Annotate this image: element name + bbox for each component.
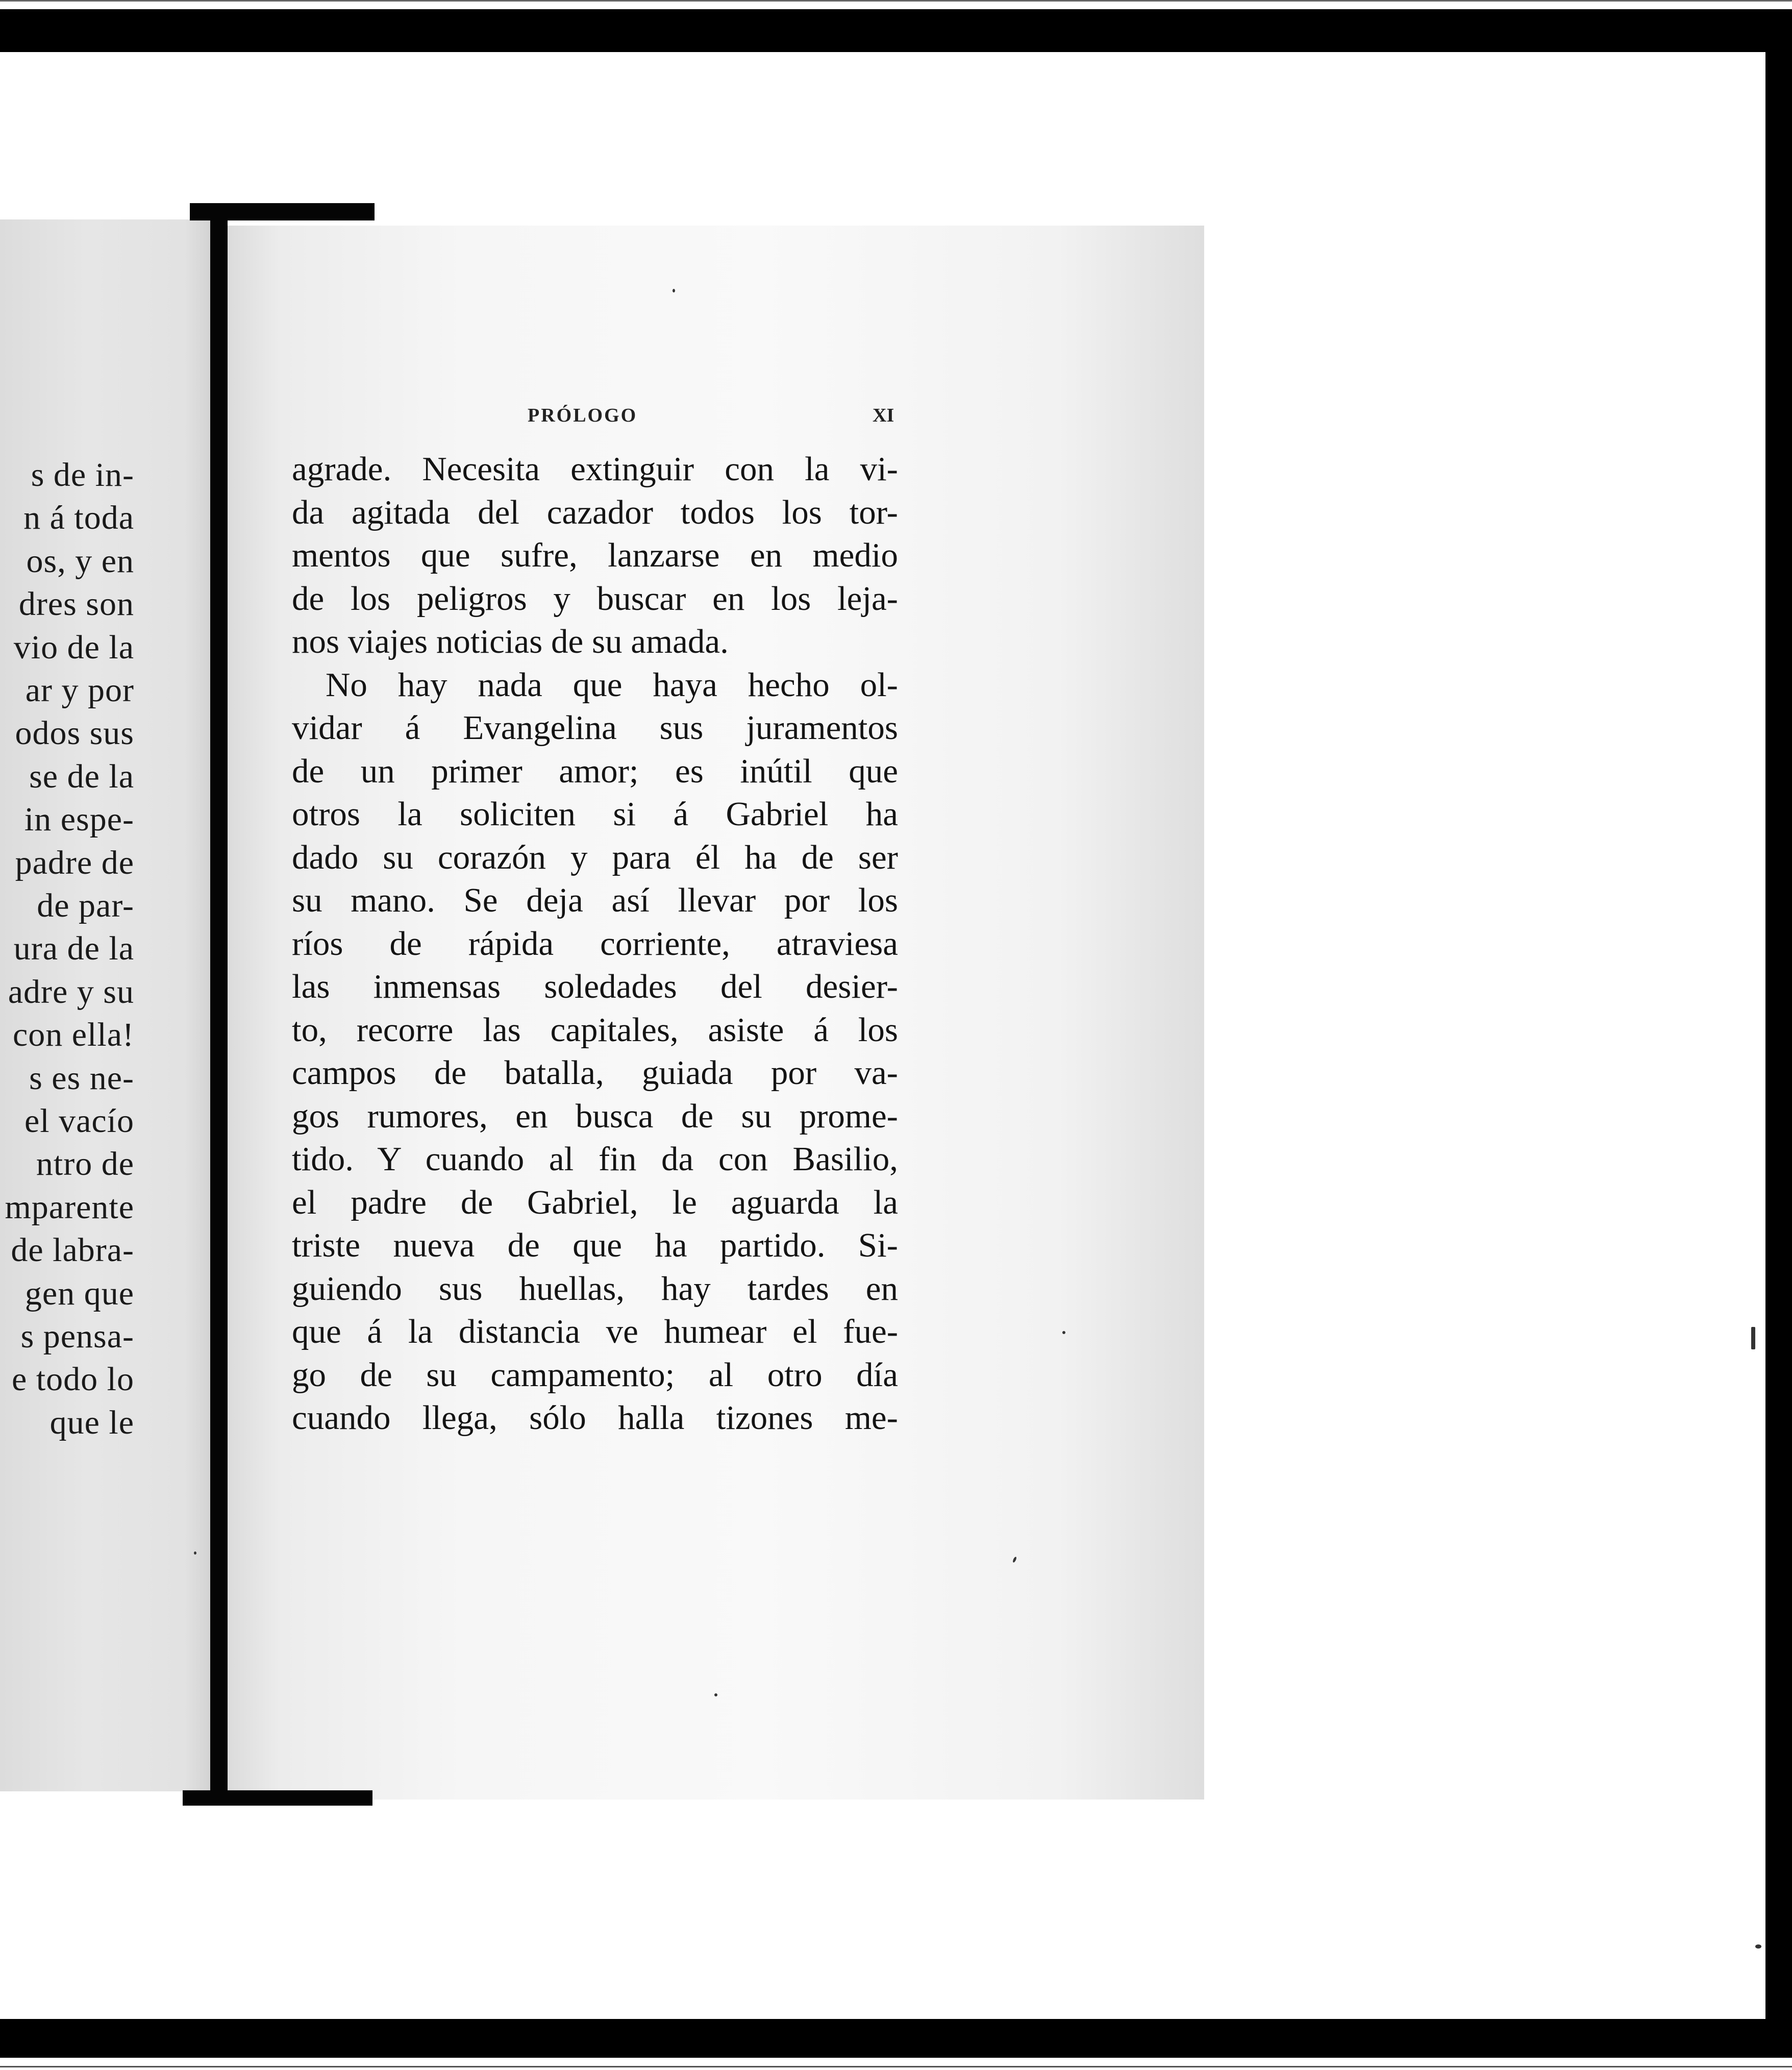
- binding-clamp-bottom: [183, 1790, 372, 1806]
- previous-page-line: ura de la: [13, 930, 134, 968]
- body-line: triste nueva de que ha partido. Si-: [292, 1226, 898, 1264]
- previous-page-line: ar y por: [25, 672, 134, 709]
- body-line: el padre de Gabriel, le aguarda la: [292, 1183, 898, 1221]
- body-line: campos de batalla, guiada por va-: [292, 1054, 898, 1092]
- previous-page-line: con ella!: [12, 1016, 134, 1054]
- previous-page-line: n á toda: [23, 499, 134, 537]
- body-line: guiendo sus huellas, hay tardes en: [292, 1269, 898, 1308]
- previous-page-line: de par-: [37, 887, 134, 924]
- body-line: su mano. Se deja así llevar por los: [292, 881, 898, 919]
- previous-page-line: s de in-: [31, 456, 134, 494]
- previous-page-line: de labra-: [11, 1231, 134, 1269]
- previous-page-line: adre y su: [8, 973, 134, 1011]
- body-line: No hay nada que haya hecho ol-: [326, 666, 898, 704]
- previous-page-line: in espe-: [24, 801, 134, 839]
- previous-page-line: os, y en: [26, 542, 134, 580]
- body-line: to, recorre las capitales, asiste á los: [292, 1011, 898, 1049]
- previous-page-fragment: [0, 219, 217, 1791]
- scan-speck: [194, 1551, 196, 1555]
- previous-page-line: dres son: [18, 585, 134, 623]
- scan-speck: [1755, 1944, 1761, 1949]
- page-number: XI: [873, 405, 894, 426]
- body-line: ríos de rápida corriente, atraviesa: [292, 924, 898, 963]
- film-frame-right-border: [1765, 51, 1792, 2021]
- previous-page-line: vio de la: [13, 628, 134, 666]
- previous-page-line: ntro de: [36, 1145, 134, 1183]
- binding-clamp-spine: [210, 214, 228, 1802]
- body-line: otros la soliciten si á Gabriel ha: [292, 795, 898, 833]
- body-line: dado su corazón y para él ha de ser: [292, 838, 898, 876]
- body-line: tido. Y cuando al fin da con Basilio,: [292, 1140, 898, 1178]
- body-line: go de su campamento; al otro día: [292, 1356, 898, 1394]
- body-line: de un primer amor; es inútil que: [292, 752, 898, 790]
- body-line: gos rumores, en busca de su prome-: [292, 1097, 898, 1135]
- body-line: las inmensas soledades del desier-: [292, 968, 898, 1005]
- body-line: vidar á Evangelina sus juramentos: [292, 709, 898, 747]
- scan-speck: [1062, 1331, 1065, 1334]
- previous-page-line: s es ne-: [29, 1059, 134, 1097]
- film-edge-line-top: [0, 0, 1792, 2]
- film-frame-top-border: [0, 9, 1792, 52]
- scan-speck: [673, 289, 675, 292]
- previous-page-line: que le: [49, 1403, 134, 1441]
- previous-page-line: padre de: [15, 844, 134, 881]
- previous-page-line: mparente: [5, 1188, 134, 1226]
- previous-page-line: se de la: [29, 757, 134, 795]
- film-frame-bottom-border: [0, 2019, 1792, 2058]
- previous-page-line: el vacío: [24, 1102, 134, 1140]
- body-line: mentos que sufre, lanzarse en medio: [292, 536, 898, 574]
- previous-page-line: odos sus: [15, 714, 134, 752]
- body-line: agrade. Necesita extinguir con la vi-: [292, 450, 898, 488]
- body-line: cuando llega, sólo halla tizones me-: [292, 1399, 898, 1437]
- body-line: que á la distancia ve humear el fue-: [292, 1313, 898, 1350]
- body-line: de los peligros y buscar en los leja-: [292, 579, 898, 618]
- running-header-title: PRÓLOGO: [528, 405, 638, 426]
- scan-speck: [1751, 1327, 1755, 1349]
- previous-page-line: gen que: [24, 1274, 134, 1312]
- body-line: da agitada del cazador todos los tor-: [292, 493, 898, 531]
- previous-page-line: s pensa-: [20, 1318, 134, 1355]
- scan-speck: [714, 1693, 717, 1696]
- film-edge-line-bottom: [0, 2066, 1792, 2067]
- body-line: nos viajes noticias de su amada.: [292, 623, 729, 660]
- previous-page-line: e todo lo: [12, 1361, 134, 1398]
